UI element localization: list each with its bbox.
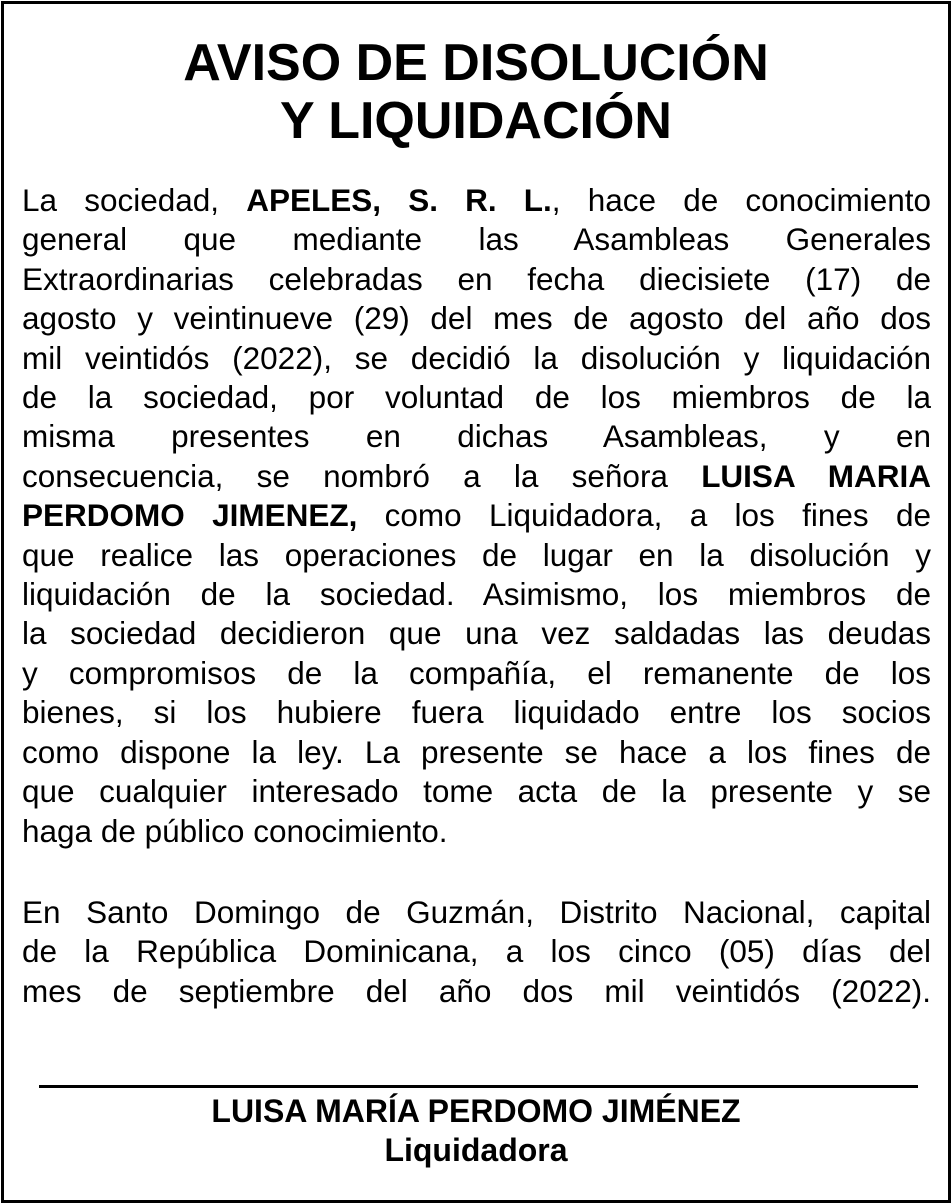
body-line: agosto y veintinueve (29) del mes de agosto del año dos [22,300,931,337]
body-line: liquidación de la sociedad. Asimismo, los miembros de [22,576,931,613]
body-line [22,457,931,496]
body-line: que realice las operaciones de lugar en la disolución y [22,536,931,573]
body-text-segment: como Liquidadora, a los fines de [357,497,931,534]
signature-line [39,1085,918,1088]
body-line: misma presentes en dichas Asambleas, y en [22,418,931,455]
body-line: y compromisos de la compañía, el remanente de los [22,654,931,691]
signatory-name: LUISA MARÍA PERDOMO JIMÉNEZ [211,1093,741,1129]
body-text-segment: , hace de conocimiento [551,182,932,218]
closing-line: de la República Dominicana, a los cinco (05) días del [22,933,931,970]
liquidator-name-part2: PERDOMO JIMENEZ, [22,497,358,534]
closing-line: En Santo Domingo de Guzmán, Distrito Nacional, capital [22,894,931,930]
body-line: Extraordinarias celebradas en fecha diecisiete (17) de [22,260,931,297]
body-line: haga de público conocimiento. [22,812,448,849]
body-line [22,496,931,535]
body-line: de la sociedad, por voluntad de los miembros de la [22,379,931,416]
company-name: APELES, S. R. L. [246,182,552,218]
closing-paragraph [22,893,931,1011]
notice-title [4,34,948,150]
body-line: como dispone la ley. La presente se hace a los fines de [22,733,931,770]
title-line-1: AVISO DE DISOLUCIÓN [183,34,769,92]
body-line: general que mediante las Asambleas Generales [22,221,931,258]
liquidator-name-part1: LUISA MARIA [701,457,931,494]
body-line [22,181,931,220]
title-line-2: Y LIQUIDACIÓN [280,92,672,150]
body-line: que cualquier interesado tome acta de la presente y se [22,773,931,810]
notice-frame [1,1,951,1203]
body-line: mil veintidós (2022), se decidió la disolución y liquidación [22,339,931,376]
body-text-segment: consecuencia, se nombró a la señora [22,457,702,494]
body-text-segment: La sociedad, [22,182,247,218]
body-line: bienes, si los hubiere fuera liquidado entre los socios [22,694,931,731]
closing-line: mes de septiembre del año dos mil veintidós (2022). [22,972,931,1009]
body-line: la sociedad decidieron que una vez saldadas las deudas [22,615,931,652]
notice-body [22,181,931,851]
signatory-role: Liquidadora [384,1132,568,1168]
